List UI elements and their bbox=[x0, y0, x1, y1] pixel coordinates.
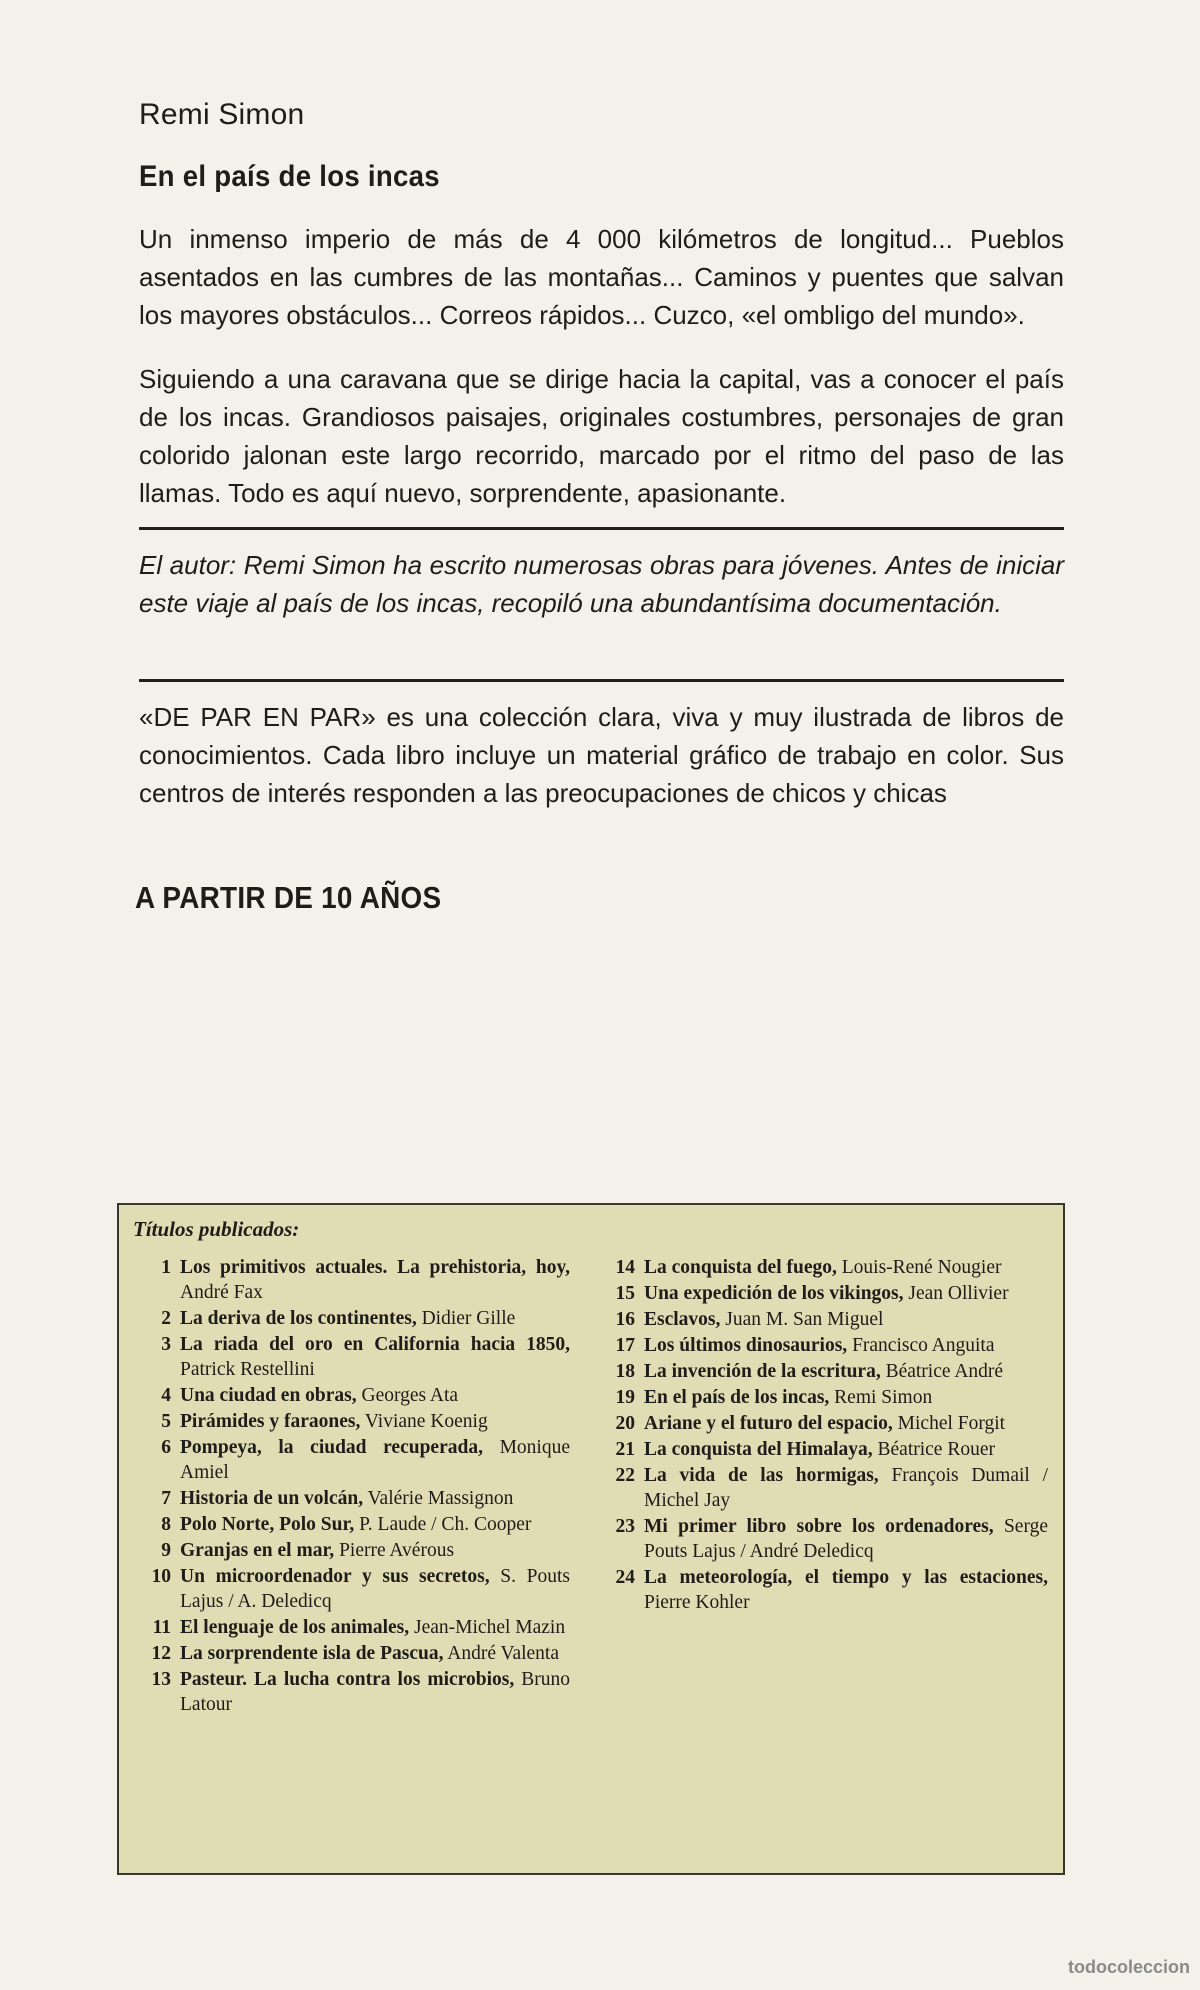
title-author: Béatrice André bbox=[885, 1361, 1004, 1382]
title-author: Louis-René Nougier bbox=[841, 1257, 1002, 1278]
title-list-item bbox=[133, 1486, 570, 1511]
title-name: Mi primer libro sobre los ordenadores, bbox=[644, 1516, 994, 1537]
title-name: La sorprendente isla de Pascua, bbox=[180, 1643, 444, 1664]
title-number: 8 bbox=[161, 1514, 171, 1535]
title-list-item bbox=[133, 1564, 570, 1614]
title-author: Viviane Koenig bbox=[364, 1411, 488, 1432]
title-number: 13 bbox=[151, 1669, 171, 1690]
title-list-item bbox=[597, 1565, 1048, 1615]
title-number: 1 bbox=[161, 1257, 171, 1278]
title-number: 5 bbox=[161, 1411, 171, 1432]
title-author: Pierre Avérous bbox=[339, 1540, 455, 1561]
title-list-item bbox=[597, 1385, 1048, 1410]
title-list-item bbox=[597, 1359, 1048, 1384]
title-list-item bbox=[133, 1306, 570, 1331]
title-number: 22 bbox=[615, 1465, 635, 1486]
title-list-item bbox=[597, 1411, 1048, 1436]
title-name: La invención de la escritura, bbox=[644, 1361, 881, 1382]
title-number: 18 bbox=[615, 1361, 635, 1382]
title-name: La deriva de los continentes, bbox=[180, 1308, 417, 1329]
title-number: 11 bbox=[152, 1617, 171, 1638]
divider-bottom bbox=[139, 679, 1064, 682]
title-name: Esclavos, bbox=[644, 1309, 721, 1330]
title-list-item bbox=[133, 1538, 570, 1563]
title-list-item bbox=[133, 1512, 570, 1537]
title-author: Pierre Kohler bbox=[644, 1592, 750, 1613]
title-name: Los últimos dinosaurios, bbox=[644, 1335, 848, 1356]
title-number: 20 bbox=[615, 1413, 635, 1434]
title-name: Pasteur. La lucha contra los microbios, bbox=[180, 1669, 515, 1690]
titles-column-right bbox=[597, 1255, 1048, 1616]
title-author: Bruno Latour bbox=[180, 1669, 570, 1715]
title-author: S. Pouts Lajus / A. Deledicq bbox=[180, 1566, 571, 1612]
published-titles-heading: Títulos publicados: bbox=[133, 1217, 300, 1241]
title-number: 19 bbox=[615, 1387, 635, 1408]
published-titles-box bbox=[117, 1203, 1065, 1875]
title-name: Granjas en el mar, bbox=[180, 1540, 335, 1561]
title-list-item bbox=[133, 1383, 570, 1408]
title-name: La conquista del Himalaya, bbox=[644, 1439, 873, 1460]
collection-description: «DE PAR EN PAR» es una colección clara, viva y muy ilustrada de libros de conocimientos. Cada libro incluye un material gráfico de trabajo en color. Sus centros de interés responden a las preocupaciones de chicos y chicas bbox=[139, 702, 1064, 808]
title-number: 10 bbox=[151, 1566, 171, 1587]
title-name: La riada del oro en California hacia 1850, bbox=[180, 1334, 570, 1355]
title-name: La meteorología, el tiempo y las estaciones, bbox=[644, 1567, 1048, 1588]
title-author: Juan M. San Miguel bbox=[725, 1309, 884, 1330]
title-list-item bbox=[597, 1333, 1048, 1358]
title-name: Una expedición de los vikingos, bbox=[644, 1283, 904, 1304]
title-author: Jean-Michel Mazin bbox=[414, 1617, 566, 1638]
title-number: 15 bbox=[615, 1283, 635, 1304]
title-list-item bbox=[133, 1615, 570, 1640]
title-author: Georges Ata bbox=[361, 1385, 459, 1406]
age-recommendation: A PARTIR DE 10 AÑOS bbox=[135, 880, 442, 915]
title-number: 2 bbox=[161, 1308, 171, 1329]
title-author: Remi Simon bbox=[834, 1387, 933, 1408]
title-number: 23 bbox=[615, 1516, 635, 1537]
title-name: La conquista del fuego, bbox=[644, 1257, 837, 1278]
title-list-item bbox=[597, 1281, 1048, 1306]
divider-top bbox=[139, 527, 1064, 530]
title-author: Jean Ollivier bbox=[908, 1283, 1009, 1304]
title-author: André Valenta bbox=[447, 1643, 559, 1664]
title-list-item bbox=[133, 1255, 570, 1305]
title-list-item bbox=[133, 1641, 570, 1666]
title-number: 9 bbox=[161, 1540, 171, 1561]
author-name: Remi Simon bbox=[139, 98, 305, 131]
title-name: Polo Norte, Polo Sur, bbox=[180, 1514, 355, 1535]
title-author: Patrick Restellini bbox=[180, 1359, 315, 1380]
description-paragraph-1: Un inmenso imperio de más de 4 000 kilómetros de longitud... Pueblos asentados en las cumbres de las montañas... Caminos y puentes que salvan los mayores obstáculos... Correos rápidos... Cuzco, «el ombligo del mundo». bbox=[139, 224, 1064, 330]
title-author: Serge Pouts Lajus / André Deledicq bbox=[644, 1516, 1048, 1562]
title-author: P. Laude / Ch. Cooper bbox=[359, 1514, 532, 1535]
title-list-item bbox=[133, 1332, 570, 1382]
title-author: Béatrice Rouer bbox=[877, 1439, 995, 1460]
book-title: En el país de los incas bbox=[139, 160, 440, 193]
title-name: Pirámides y faraones, bbox=[180, 1411, 361, 1432]
title-name: La vida de las hormigas, bbox=[644, 1465, 879, 1486]
title-number: 17 bbox=[615, 1335, 635, 1356]
title-name: Los primitivos actuales. La prehistoria, hoy, bbox=[180, 1257, 570, 1278]
title-number: 7 bbox=[161, 1488, 171, 1509]
title-author: Michel Forgit bbox=[897, 1413, 1006, 1434]
title-number: 4 bbox=[161, 1385, 171, 1406]
title-author: Didier Gille bbox=[421, 1308, 516, 1329]
watermark: todocoleccion bbox=[1067, 1957, 1190, 1977]
title-list-item bbox=[133, 1435, 570, 1485]
title-list-item bbox=[597, 1514, 1048, 1564]
title-number: 16 bbox=[615, 1309, 635, 1330]
title-number: 6 bbox=[161, 1437, 171, 1458]
title-author: Francisco Anguita bbox=[852, 1335, 995, 1356]
title-author: Valérie Massignon bbox=[367, 1488, 514, 1509]
title-number: 3 bbox=[161, 1334, 171, 1355]
title-list-item bbox=[133, 1409, 570, 1434]
title-author: André Fax bbox=[180, 1282, 263, 1303]
title-number: 24 bbox=[615, 1567, 635, 1588]
title-name: Una ciudad en obras, bbox=[180, 1385, 357, 1406]
title-name: Ariane y el futuro del espacio, bbox=[644, 1413, 893, 1434]
title-list-item bbox=[133, 1667, 570, 1717]
title-list-item bbox=[597, 1255, 1048, 1280]
description-paragraph-2: Siguiendo a una caravana que se dirige hacia la capital, vas a conocer el país de los incas. Grandiosos paisajes, originales costumbres, personajes de gran colorido jalonan este largo recorrido, marcado por el ritmo del paso de las llamas. Todo es aquí nuevo, sorprendente, apasionante. bbox=[139, 364, 1064, 508]
title-number: 12 bbox=[151, 1643, 171, 1664]
title-list-item bbox=[597, 1437, 1048, 1462]
about-author: El autor: Remi Simon ha escrito numerosas obras para jóvenes. Antes de iniciar este viaje al país de los incas, recopiló una abundantísima documentación. bbox=[139, 550, 1064, 618]
title-number: 21 bbox=[615, 1439, 635, 1460]
title-name: En el país de los incas, bbox=[644, 1387, 830, 1408]
title-list-item bbox=[597, 1463, 1048, 1513]
title-list-item bbox=[597, 1307, 1048, 1332]
title-name: Historia de un volcán, bbox=[180, 1488, 364, 1509]
titles-column-left bbox=[133, 1255, 570, 1718]
title-number: 14 bbox=[615, 1257, 635, 1278]
title-name: Un microordenador y sus secretos, bbox=[180, 1566, 490, 1587]
title-author: François Dumail / Michel Jay bbox=[644, 1465, 1049, 1511]
title-author: Monique Amiel bbox=[180, 1437, 570, 1483]
title-name: El lenguaje de los animales, bbox=[180, 1617, 410, 1638]
title-name: Pompeya, la ciudad recuperada, bbox=[180, 1437, 483, 1458]
